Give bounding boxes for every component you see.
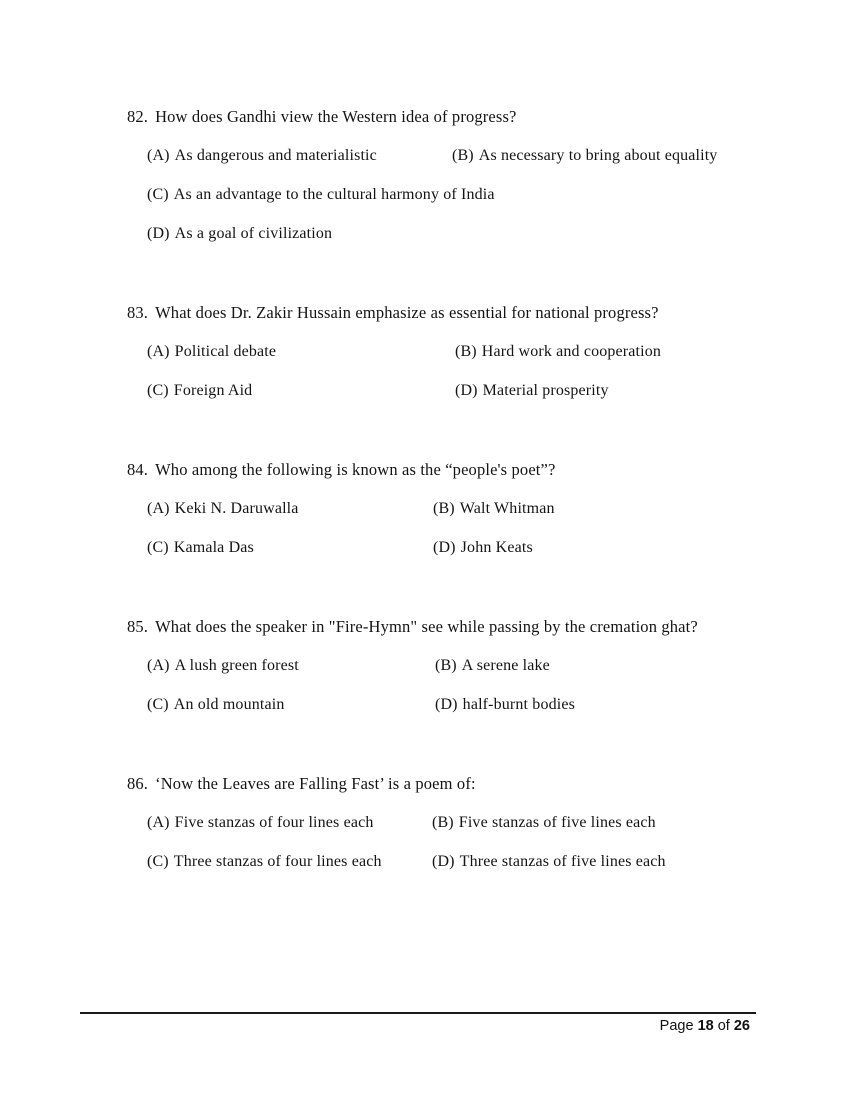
option-text: Material prosperity: [482, 382, 609, 399]
footer-total-pages: 26: [733, 1018, 750, 1034]
question-text: What does the speaker in "Fire-Hymn" see while passing by the cremation ghat?: [155, 617, 698, 636]
option-b: [435, 646, 790, 685]
option-text: Three stanzas of four lines each: [173, 853, 382, 870]
option-text: A serene lake: [461, 657, 550, 674]
option-text: As a goal of civilization: [174, 225, 333, 242]
option-label: (B): [433, 500, 455, 517]
option-a: [147, 646, 435, 685]
option-d: [455, 371, 790, 410]
option-d: [432, 842, 790, 881]
option-text: half-burnt bodies: [462, 696, 575, 713]
option-d: [433, 528, 790, 567]
questions-area: [127, 97, 790, 921]
option-text: Kamala Das: [173, 539, 254, 556]
option-text: An old mountain: [173, 696, 285, 713]
option-c: [147, 528, 433, 567]
option-label: (A): [147, 500, 170, 517]
option-text: Walt Whitman: [459, 500, 555, 517]
footer-divider: [80, 1012, 756, 1014]
option-label: (C): [147, 539, 169, 556]
option-text: Political debate: [174, 343, 277, 360]
option-text: As necessary to bring about equality: [478, 147, 718, 164]
question-number: 82.: [127, 107, 149, 126]
option-b: [432, 803, 790, 842]
options-row: [127, 332, 790, 371]
question-line: [127, 97, 790, 136]
option-a: [147, 136, 452, 175]
option-b: [433, 489, 790, 528]
footer-page-label: Page: [659, 1018, 694, 1034]
option-c: [147, 842, 432, 881]
option-b: [455, 332, 790, 371]
question-text: What does Dr. Zakir Hussain emphasize as essential for national progress?: [155, 303, 659, 322]
question-83: [127, 293, 790, 410]
option-label: (D): [433, 539, 456, 556]
option-label: (C): [147, 186, 169, 203]
question-85: [127, 607, 790, 724]
question-line: [127, 450, 790, 489]
option-a: [147, 332, 455, 371]
question-text: Who among the following is known as the “people's poet”?: [155, 460, 556, 479]
options-row: [127, 136, 790, 175]
option-text: As dangerous and materialistic: [174, 147, 377, 164]
option-text: As an advantage to the cultural harmony of India: [173, 186, 495, 203]
option-text: Hard work and cooperation: [481, 343, 662, 360]
option-label: (D): [432, 853, 455, 870]
option-text: Three stanzas of five lines each: [459, 853, 666, 870]
question-number: 83.: [127, 303, 149, 322]
option-label: (A): [147, 147, 170, 164]
option-label: (C): [147, 696, 169, 713]
option-label: (A): [147, 343, 170, 360]
option-a: [147, 803, 432, 842]
question-text: How does Gandhi view the Western idea of progress?: [155, 107, 517, 126]
option-d: [147, 214, 790, 253]
option-label: (C): [147, 382, 169, 399]
option-text: John Keats: [460, 539, 533, 556]
options-row: [127, 646, 790, 685]
options-row: [127, 528, 790, 567]
option-c: [147, 175, 790, 214]
option-text: Foreign Aid: [173, 382, 253, 399]
option-text: Five stanzas of four lines each: [174, 814, 374, 831]
question-number: 84.: [127, 460, 149, 479]
question-line: [127, 764, 790, 803]
option-d: [435, 685, 790, 724]
options-row: [127, 214, 790, 253]
option-label: (B): [452, 147, 474, 164]
options-row: [127, 842, 790, 881]
page-footer: [80, 1018, 756, 1034]
option-label: (D): [147, 225, 170, 242]
option-text: Keki N. Daruwalla: [174, 500, 299, 517]
footer-page-number: 18: [697, 1018, 714, 1034]
option-label: (B): [432, 814, 454, 831]
question-line: [127, 607, 790, 646]
options-row: [127, 489, 790, 528]
question-84: [127, 450, 790, 567]
question-number: 86.: [127, 774, 149, 793]
option-label: (D): [435, 696, 458, 713]
option-c: [147, 685, 435, 724]
option-c: [147, 371, 455, 410]
option-label: (A): [147, 657, 170, 674]
question-82: [127, 97, 790, 253]
option-label: (B): [435, 657, 457, 674]
options-row: [127, 371, 790, 410]
question-86: [127, 764, 790, 881]
option-label: (C): [147, 853, 169, 870]
option-a: [147, 489, 433, 528]
question-text: ‘Now the Leaves are Falling Fast’ is a poem of:: [155, 774, 476, 793]
option-text: Five stanzas of five lines each: [458, 814, 656, 831]
options-row: [127, 685, 790, 724]
footer-of-label: of: [717, 1018, 730, 1034]
option-label: (B): [455, 343, 477, 360]
options-row: [127, 175, 790, 214]
question-number: 85.: [127, 617, 149, 636]
option-label: (A): [147, 814, 170, 831]
options-row: [127, 803, 790, 842]
question-line: [127, 293, 790, 332]
option-text: A lush green forest: [174, 657, 299, 674]
option-label: (D): [455, 382, 478, 399]
option-b: [452, 136, 790, 175]
